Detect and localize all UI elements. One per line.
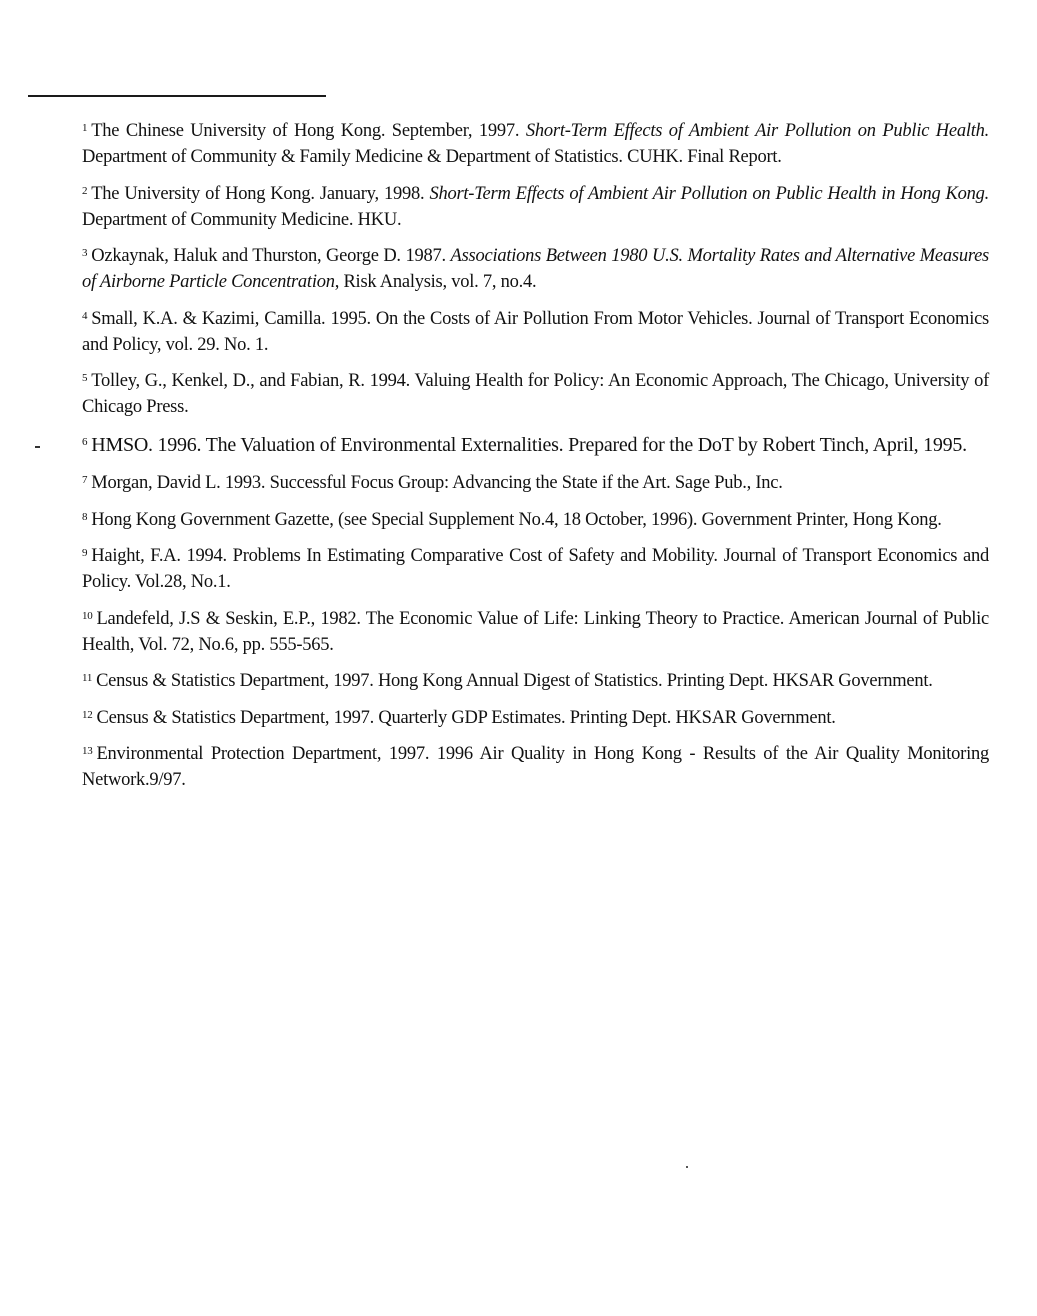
footnote-text: HMSO. 1996. The Valuation of Environmental Externalities. Prepared for the DoT by Robert Tinch, April, 1995. bbox=[91, 433, 967, 456]
footnote-text: Environmental Protection Department, 1997. 1996 Air Quality in Hong Kong - Results of the Air Quality Monitoring Network.9/97. bbox=[82, 744, 989, 790]
footnote-number: 4 bbox=[82, 309, 88, 322]
footnote-number: 9 bbox=[82, 547, 88, 559]
footnote-1 bbox=[82, 118, 989, 170]
footnote-number: 2 bbox=[82, 184, 88, 197]
footnote-9 bbox=[82, 543, 989, 595]
footnote-number: 12 bbox=[82, 708, 93, 721]
footnote-10 bbox=[82, 606, 989, 658]
footnotes-list bbox=[82, 118, 989, 804]
footnote-5 bbox=[82, 368, 989, 420]
footnote-text: Haight, F.A. 1994. Problems In Estimating Comparative Cost of Safety and Mobility. Journal of Transport Economics and Policy. Vol.28, No.1. bbox=[82, 546, 989, 592]
footnote-11 bbox=[82, 668, 989, 694]
footnote-number: 5 bbox=[82, 372, 88, 384]
footnote-text: Census & Statistics Department, 1997. Quarterly GDP Estimates. Printing Dept. HKSAR Government. bbox=[96, 707, 836, 728]
footnote-6 bbox=[82, 431, 989, 460]
footnote-number: 1 bbox=[82, 122, 88, 134]
footnote-12 bbox=[82, 705, 989, 731]
footnote-title: Associations Between 1980 U.S. Mortality Rates and Alternative Measures of Airborne Particle Concentration bbox=[82, 246, 990, 292]
footnote-number: 13 bbox=[82, 745, 93, 757]
footnote-number: 3 bbox=[82, 247, 88, 259]
footnote-text: Hong Kong Government Gazette, (see Special Supplement No.4, 18 October, 1996). Government Printer, Hong Kong. bbox=[91, 509, 942, 530]
footnote-text: Small, K.A. & Kazimi, Camilla. 1995. On the Costs of Air Pollution From Motor Vehicles. Journal of Transport Economics and Policy, vol. 29. No. 1. bbox=[82, 308, 989, 355]
footnote-separator-rule bbox=[28, 95, 326, 97]
footnote-title: Short-Term Effects of Ambient Air Pollution on Public Health. bbox=[525, 121, 989, 141]
footnote-13 bbox=[82, 741, 989, 793]
footnote-7 bbox=[82, 470, 989, 496]
scan-artifact-mark bbox=[35, 446, 40, 448]
footnote-text: The Chinese University of Hong Kong. September, 1997. bbox=[91, 121, 526, 141]
footnote-number: 10 bbox=[82, 609, 93, 622]
footnote-number: 8 bbox=[82, 510, 88, 523]
footnote-4 bbox=[82, 306, 989, 358]
footnote-text: Morgan, David L. 1993. Successful Focus Group: Advancing the State if the Art. Sage Pub., Inc. bbox=[91, 473, 783, 493]
footnote-text: Landefeld, J.S & Seskin, E.P., 1982. The Economic Value of Life: Linking Theory to Practice. American Journal of Public Health, Vol. 72, No.6, pp. 555-565. bbox=[82, 608, 989, 655]
scan-artifact-dot bbox=[686, 1166, 688, 1168]
footnote-number: 7 bbox=[82, 474, 88, 486]
footnote-text: Department of Community Medicine. HKU. bbox=[82, 209, 402, 230]
footnote-text: Tolley, G., Kenkel, D., and Fabian, R. 1994. Valuing Health for Policy: An Economic Approach, The Chicago, University of Chicago Press. bbox=[82, 371, 989, 417]
footnote-3 bbox=[82, 243, 989, 295]
footnote-number: 11 bbox=[82, 672, 93, 684]
footnote-2 bbox=[82, 181, 989, 233]
footnote-number: 6 bbox=[82, 435, 88, 448]
footnote-text: Ozkaynak, Haluk and Thurston, George D. 1987. bbox=[91, 246, 451, 266]
footnote-text: Census & Statistics Department, 1997. Hong Kong Annual Digest of Statistics. Printing Dept. HKSAR Government. bbox=[96, 671, 933, 691]
footnote-text: The University of Hong Kong. January, 1998. bbox=[91, 183, 430, 204]
footnote-title: Short-Term Effects of Ambient Air Pollution on Public Health in Hong Kong. bbox=[429, 183, 990, 204]
footnote-text: , Risk Analysis, vol. 7, no.4. bbox=[334, 272, 537, 292]
footnote-text: Department of Community & Family Medicine & Department of Statistics. CUHK. Final Report. bbox=[82, 147, 782, 167]
footnote-8 bbox=[82, 507, 989, 533]
